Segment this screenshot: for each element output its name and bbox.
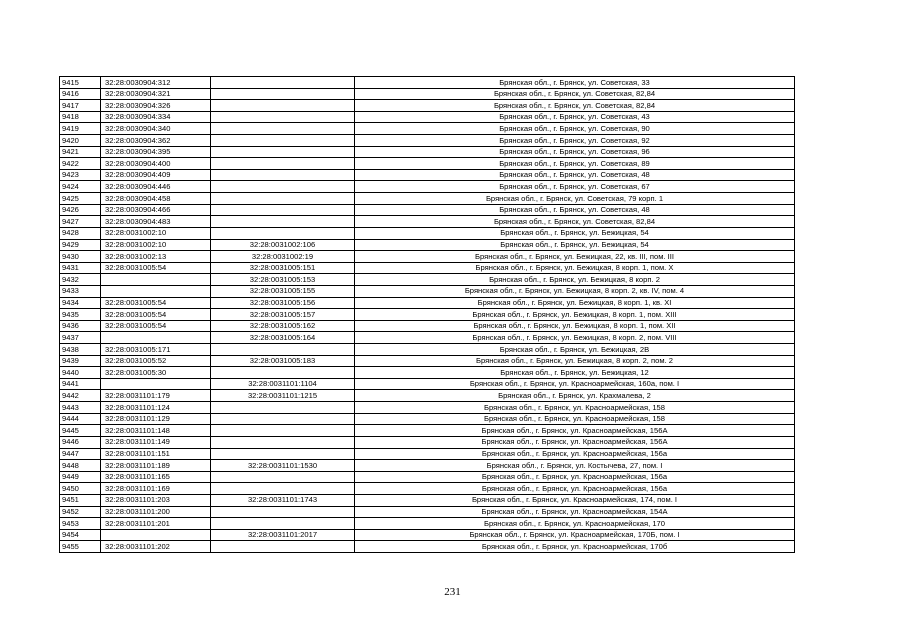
table-row bbox=[60, 332, 795, 344]
address-cell: Брянская обл., г. Брянск, ул. Бежицкая, 54 bbox=[355, 239, 795, 251]
row-number-cell: 9415 bbox=[60, 77, 101, 89]
cadastral-number-cell: 32:28:0031101:189 bbox=[101, 460, 211, 472]
cadastral-number-cell: 32:28:0030904:340 bbox=[101, 123, 211, 135]
address-cell: Брянская обл., г. Брянск, ул. Бежицкая, 8 корп. 2 bbox=[355, 274, 795, 286]
table-row bbox=[60, 471, 795, 483]
building-cadastral-number-cell bbox=[211, 506, 355, 518]
row-number-cell: 9452 bbox=[60, 506, 101, 518]
building-cadastral-number-cell: 32:28:0031002:106 bbox=[211, 239, 355, 251]
cadastral-number-cell: 32:28:0030904:409 bbox=[101, 169, 211, 181]
table-row bbox=[60, 460, 795, 472]
table-row bbox=[60, 111, 795, 123]
row-number-cell: 9418 bbox=[60, 111, 101, 123]
cadastral-number-cell bbox=[101, 332, 211, 344]
table-row bbox=[60, 274, 795, 286]
building-cadastral-number-cell bbox=[211, 123, 355, 135]
table-row bbox=[60, 169, 795, 181]
building-cadastral-number-cell: 32:28:0031005:183 bbox=[211, 355, 355, 367]
cadastral-number-cell bbox=[101, 285, 211, 297]
building-cadastral-number-cell bbox=[211, 135, 355, 147]
cadastral-number-cell: 32:28:0031101:148 bbox=[101, 425, 211, 437]
address-cell: Брянская обл., г. Брянск, ул. Крахмалева, 2 bbox=[355, 390, 795, 402]
cadastral-number-cell: 32:28:0031005:54 bbox=[101, 320, 211, 332]
building-cadastral-number-cell bbox=[211, 448, 355, 460]
building-cadastral-number-cell: 32:28:0031005:153 bbox=[211, 274, 355, 286]
cadastral-number-cell: 32:28:0030904:446 bbox=[101, 181, 211, 193]
address-cell: Брянская обл., г. Брянск, ул. Советская, 89 bbox=[355, 158, 795, 170]
cadastral-number-cell: 32:28:0030904:312 bbox=[101, 77, 211, 89]
address-cell: Брянская обл., г. Брянск, ул. Бежицкая, 54 bbox=[355, 227, 795, 239]
building-cadastral-number-cell: 32:28:0031005:156 bbox=[211, 297, 355, 309]
address-cell: Брянская обл., г. Брянск, ул. Красноармейская, 160а, пом. I bbox=[355, 378, 795, 390]
row-number-cell: 9453 bbox=[60, 518, 101, 530]
cadastral-number-cell bbox=[101, 274, 211, 286]
address-cell: Брянская обл., г. Брянск, ул. Советская, 67 bbox=[355, 181, 795, 193]
building-cadastral-number-cell bbox=[211, 181, 355, 193]
table-row bbox=[60, 204, 795, 216]
table-row bbox=[60, 518, 795, 530]
table-row bbox=[60, 483, 795, 495]
row-number-cell: 9430 bbox=[60, 251, 101, 263]
address-cell: Брянская обл., г. Брянск, ул. Красноармейская, 170б bbox=[355, 541, 795, 553]
address-cell: Брянская обл., г. Брянск, ул. Советская, 33 bbox=[355, 77, 795, 89]
address-cell: Брянская обл., г. Брянск, ул. Красноармейская, 156а bbox=[355, 471, 795, 483]
row-number-cell: 9433 bbox=[60, 285, 101, 297]
row-number-cell: 9441 bbox=[60, 378, 101, 390]
row-number-cell: 9445 bbox=[60, 425, 101, 437]
row-number-cell: 9446 bbox=[60, 436, 101, 448]
address-cell: Брянская обл., г. Брянск, ул. Бежицкая, 8 корп. 1, кв. XI bbox=[355, 297, 795, 309]
table-row bbox=[60, 436, 795, 448]
table-row bbox=[60, 320, 795, 332]
address-cell: Брянская обл., г. Брянск, ул. Советская, 96 bbox=[355, 146, 795, 158]
table-row bbox=[60, 378, 795, 390]
building-cadastral-number-cell: 32:28:0031101:1215 bbox=[211, 390, 355, 402]
table-row bbox=[60, 344, 795, 356]
row-number-cell: 9455 bbox=[60, 541, 101, 553]
building-cadastral-number-cell: 32:28:0031101:1104 bbox=[211, 378, 355, 390]
row-number-cell: 9437 bbox=[60, 332, 101, 344]
row-number-cell: 9421 bbox=[60, 146, 101, 158]
building-cadastral-number-cell bbox=[211, 425, 355, 437]
building-cadastral-number-cell bbox=[211, 100, 355, 112]
table-row bbox=[60, 448, 795, 460]
property-table bbox=[59, 76, 795, 553]
table-row bbox=[60, 88, 795, 100]
row-number-cell: 9429 bbox=[60, 239, 101, 251]
row-number-cell: 9419 bbox=[60, 123, 101, 135]
address-cell: Брянская обл., г. Брянск, ул. Красноармейская, 174, пом. I bbox=[355, 494, 795, 506]
cadastral-number-cell: 32:28:0031005:52 bbox=[101, 355, 211, 367]
building-cadastral-number-cell bbox=[211, 204, 355, 216]
building-cadastral-number-cell bbox=[211, 169, 355, 181]
row-number-cell: 9443 bbox=[60, 402, 101, 414]
table-row bbox=[60, 77, 795, 89]
cadastral-number-cell: 32:28:0031101:151 bbox=[101, 448, 211, 460]
row-number-cell: 9449 bbox=[60, 471, 101, 483]
row-number-cell: 9434 bbox=[60, 297, 101, 309]
address-cell: Брянская обл., г. Брянск, ул. Советская, 90 bbox=[355, 123, 795, 135]
cadastral-number-cell: 32:28:0030904:400 bbox=[101, 158, 211, 170]
property-table-body bbox=[60, 77, 795, 553]
table-row bbox=[60, 297, 795, 309]
address-cell: Брянская обл., г. Брянск, ул. Красноармейская, 156а bbox=[355, 448, 795, 460]
address-cell: Брянская обл., г. Брянск, ул. Бежицкая, 22, кв. III, пом. III bbox=[355, 251, 795, 263]
row-number-cell: 9428 bbox=[60, 227, 101, 239]
row-number-cell: 9440 bbox=[60, 367, 101, 379]
cadastral-number-cell: 32:28:0031101:165 bbox=[101, 471, 211, 483]
building-cadastral-number-cell: 32:28:0031005:155 bbox=[211, 285, 355, 297]
table-row bbox=[60, 506, 795, 518]
address-cell: Брянская обл., г. Брянск, ул. Бежицкая, 8 корп. 2, кв. IV, пом. 4 bbox=[355, 285, 795, 297]
cadastral-number-cell: 32:28:0031005:54 bbox=[101, 262, 211, 274]
building-cadastral-number-cell bbox=[211, 402, 355, 414]
table-row bbox=[60, 227, 795, 239]
address-cell: Брянская обл., г. Брянск, ул. Советская, 92 bbox=[355, 135, 795, 147]
row-number-cell: 9417 bbox=[60, 100, 101, 112]
building-cadastral-number-cell bbox=[211, 193, 355, 205]
address-cell: Брянская обл., г. Брянск, ул. Советская, 48 bbox=[355, 204, 795, 216]
building-cadastral-number-cell bbox=[211, 413, 355, 425]
building-cadastral-number-cell bbox=[211, 344, 355, 356]
cadastral-number-cell: 32:28:0030904:483 bbox=[101, 216, 211, 228]
cadastral-number-cell: 32:28:0031002:13 bbox=[101, 251, 211, 263]
address-cell: Брянская обл., г. Брянск, ул. Бежицкая, 8 корп. 2, пом. 2 bbox=[355, 355, 795, 367]
table-row bbox=[60, 216, 795, 228]
row-number-cell: 9448 bbox=[60, 460, 101, 472]
address-cell: Брянская обл., г. Брянск, ул. Советская, 82,84 bbox=[355, 216, 795, 228]
row-number-cell: 9451 bbox=[60, 494, 101, 506]
address-cell: Брянская обл., г. Брянск, ул. Красноармейская, 170 bbox=[355, 518, 795, 530]
building-cadastral-number-cell bbox=[211, 518, 355, 530]
table-row bbox=[60, 285, 795, 297]
address-cell: Брянская обл., г. Брянск, ул. Красноармейская, 170Б, пом. I bbox=[355, 529, 795, 541]
table-row bbox=[60, 402, 795, 414]
table-row bbox=[60, 309, 795, 321]
cadastral-number-cell: 32:28:0030904:334 bbox=[101, 111, 211, 123]
building-cadastral-number-cell bbox=[211, 367, 355, 379]
building-cadastral-number-cell: 32:28:0031101:1743 bbox=[211, 494, 355, 506]
row-number-cell: 9424 bbox=[60, 181, 101, 193]
row-number-cell: 9435 bbox=[60, 309, 101, 321]
cadastral-number-cell: 32:28:0031101:124 bbox=[101, 402, 211, 414]
building-cadastral-number-cell bbox=[211, 436, 355, 448]
cadastral-number-cell: 32:28:0030904:395 bbox=[101, 146, 211, 158]
row-number-cell: 9425 bbox=[60, 193, 101, 205]
address-cell: Брянская обл., г. Брянск, ул. Бежицкая, 8 корп. 1, пом. XII bbox=[355, 320, 795, 332]
cadastral-number-cell: 32:28:0031101:202 bbox=[101, 541, 211, 553]
cadastral-number-cell: 32:28:0030904:466 bbox=[101, 204, 211, 216]
row-number-cell: 9431 bbox=[60, 262, 101, 274]
table-row bbox=[60, 494, 795, 506]
table-row bbox=[60, 239, 795, 251]
address-cell: Брянская обл., г. Брянск, ул. Красноармейская, 156А bbox=[355, 436, 795, 448]
building-cadastral-number-cell bbox=[211, 227, 355, 239]
table-row bbox=[60, 355, 795, 367]
cadastral-number-cell: 32:28:0031002:10 bbox=[101, 239, 211, 251]
table-row bbox=[60, 158, 795, 170]
cadastral-number-cell bbox=[101, 529, 211, 541]
row-number-cell: 9423 bbox=[60, 169, 101, 181]
table-row bbox=[60, 529, 795, 541]
row-number-cell: 9439 bbox=[60, 355, 101, 367]
table-row bbox=[60, 100, 795, 112]
address-cell: Брянская обл., г. Брянск, ул. Красноармейская, 156А bbox=[355, 425, 795, 437]
address-cell: Брянская обл., г. Брянск, ул. Советская, 79 корп. 1 bbox=[355, 193, 795, 205]
address-cell: Брянская обл., г. Брянск, ул. Бежицкая, 12 bbox=[355, 367, 795, 379]
building-cadastral-number-cell: 32:28:0031002:19 bbox=[211, 251, 355, 263]
cadastral-number-cell: 32:28:0030904:321 bbox=[101, 88, 211, 100]
building-cadastral-number-cell bbox=[211, 541, 355, 553]
address-cell: Брянская обл., г. Брянск, ул. Советская, 82,84 bbox=[355, 100, 795, 112]
building-cadastral-number-cell bbox=[211, 111, 355, 123]
table-row bbox=[60, 193, 795, 205]
row-number-cell: 9450 bbox=[60, 483, 101, 495]
row-number-cell: 9432 bbox=[60, 274, 101, 286]
building-cadastral-number-cell: 32:28:0031101:1530 bbox=[211, 460, 355, 472]
building-cadastral-number-cell: 32:28:0031005:157 bbox=[211, 309, 355, 321]
row-number-cell: 9454 bbox=[60, 529, 101, 541]
row-number-cell: 9420 bbox=[60, 135, 101, 147]
address-cell: Брянская обл., г. Брянск, ул. Красноармейская, 158 bbox=[355, 413, 795, 425]
table-row bbox=[60, 541, 795, 553]
building-cadastral-number-cell bbox=[211, 77, 355, 89]
cadastral-number-cell: 32:28:0030904:458 bbox=[101, 193, 211, 205]
address-cell: Брянская обл., г. Брянск, ул. Бежицкая, 2В bbox=[355, 344, 795, 356]
table-row bbox=[60, 425, 795, 437]
table-row bbox=[60, 181, 795, 193]
row-number-cell: 9416 bbox=[60, 88, 101, 100]
row-number-cell: 9422 bbox=[60, 158, 101, 170]
cadastral-number-cell: 32:28:0031101:169 bbox=[101, 483, 211, 495]
building-cadastral-number-cell: 32:28:0031005:151 bbox=[211, 262, 355, 274]
address-cell: Брянская обл., г. Брянск, ул. Бежицкая, 8 корп. 1, пом. X bbox=[355, 262, 795, 274]
address-cell: Брянская обл., г. Брянск, ул. Бежицкая, 8 корп. 1, пом. XIII bbox=[355, 309, 795, 321]
cadastral-number-cell: 32:28:0031005:54 bbox=[101, 297, 211, 309]
cadastral-number-cell bbox=[101, 378, 211, 390]
table-row bbox=[60, 390, 795, 402]
address-cell: Брянская обл., г. Брянск, ул. Костычева, 27, пом. I bbox=[355, 460, 795, 472]
address-cell: Брянская обл., г. Брянск, ул. Бежицкая, 8 корп. 2, пом. VIII bbox=[355, 332, 795, 344]
row-number-cell: 9438 bbox=[60, 344, 101, 356]
page-number: 231 bbox=[444, 586, 461, 598]
address-cell: Брянская обл., г. Брянск, ул. Советская, 48 bbox=[355, 169, 795, 181]
building-cadastral-number-cell bbox=[211, 146, 355, 158]
cadastral-number-cell: 32:28:0031101:200 bbox=[101, 506, 211, 518]
cadastral-number-cell: 32:28:0031002:10 bbox=[101, 227, 211, 239]
table-row bbox=[60, 413, 795, 425]
cadastral-number-cell: 32:28:0030904:362 bbox=[101, 135, 211, 147]
row-number-cell: 9436 bbox=[60, 320, 101, 332]
address-cell: Брянская обл., г. Брянск, ул. Советская, 82,84 bbox=[355, 88, 795, 100]
cadastral-number-cell: 32:28:0031101:201 bbox=[101, 518, 211, 530]
building-cadastral-number-cell: 32:28:0031005:164 bbox=[211, 332, 355, 344]
cadastral-number-cell: 32:28:0031101:129 bbox=[101, 413, 211, 425]
cadastral-number-cell: 32:28:0031005:171 bbox=[101, 344, 211, 356]
building-cadastral-number-cell: 32:28:0031005:162 bbox=[211, 320, 355, 332]
table-row bbox=[60, 262, 795, 274]
table-row bbox=[60, 123, 795, 135]
row-number-cell: 9426 bbox=[60, 204, 101, 216]
cadastral-number-cell: 32:28:0031005:30 bbox=[101, 367, 211, 379]
row-number-cell: 9447 bbox=[60, 448, 101, 460]
building-cadastral-number-cell bbox=[211, 88, 355, 100]
row-number-cell: 9427 bbox=[60, 216, 101, 228]
cadastral-number-cell: 32:28:0031101:179 bbox=[101, 390, 211, 402]
building-cadastral-number-cell bbox=[211, 216, 355, 228]
address-cell: Брянская обл., г. Брянск, ул. Красноармейская, 158 bbox=[355, 402, 795, 414]
cadastral-number-cell: 32:28:0031005:54 bbox=[101, 309, 211, 321]
table-row bbox=[60, 146, 795, 158]
address-cell: Брянская обл., г. Брянск, ул. Красноармейская, 154А bbox=[355, 506, 795, 518]
table-row bbox=[60, 135, 795, 147]
building-cadastral-number-cell bbox=[211, 471, 355, 483]
address-cell: Брянская обл., г. Брянск, ул. Красноармейская, 156а bbox=[355, 483, 795, 495]
row-number-cell: 9442 bbox=[60, 390, 101, 402]
row-number-cell: 9444 bbox=[60, 413, 101, 425]
building-cadastral-number-cell: 32:28:0031101:2017 bbox=[211, 529, 355, 541]
table-row bbox=[60, 251, 795, 263]
cadastral-number-cell: 32:28:0031101:203 bbox=[101, 494, 211, 506]
address-cell: Брянская обл., г. Брянск, ул. Советская, 43 bbox=[355, 111, 795, 123]
cadastral-number-cell: 32:28:0030904:326 bbox=[101, 100, 211, 112]
building-cadastral-number-cell bbox=[211, 158, 355, 170]
cadastral-number-cell: 32:28:0031101:149 bbox=[101, 436, 211, 448]
building-cadastral-number-cell bbox=[211, 483, 355, 495]
table-row bbox=[60, 367, 795, 379]
